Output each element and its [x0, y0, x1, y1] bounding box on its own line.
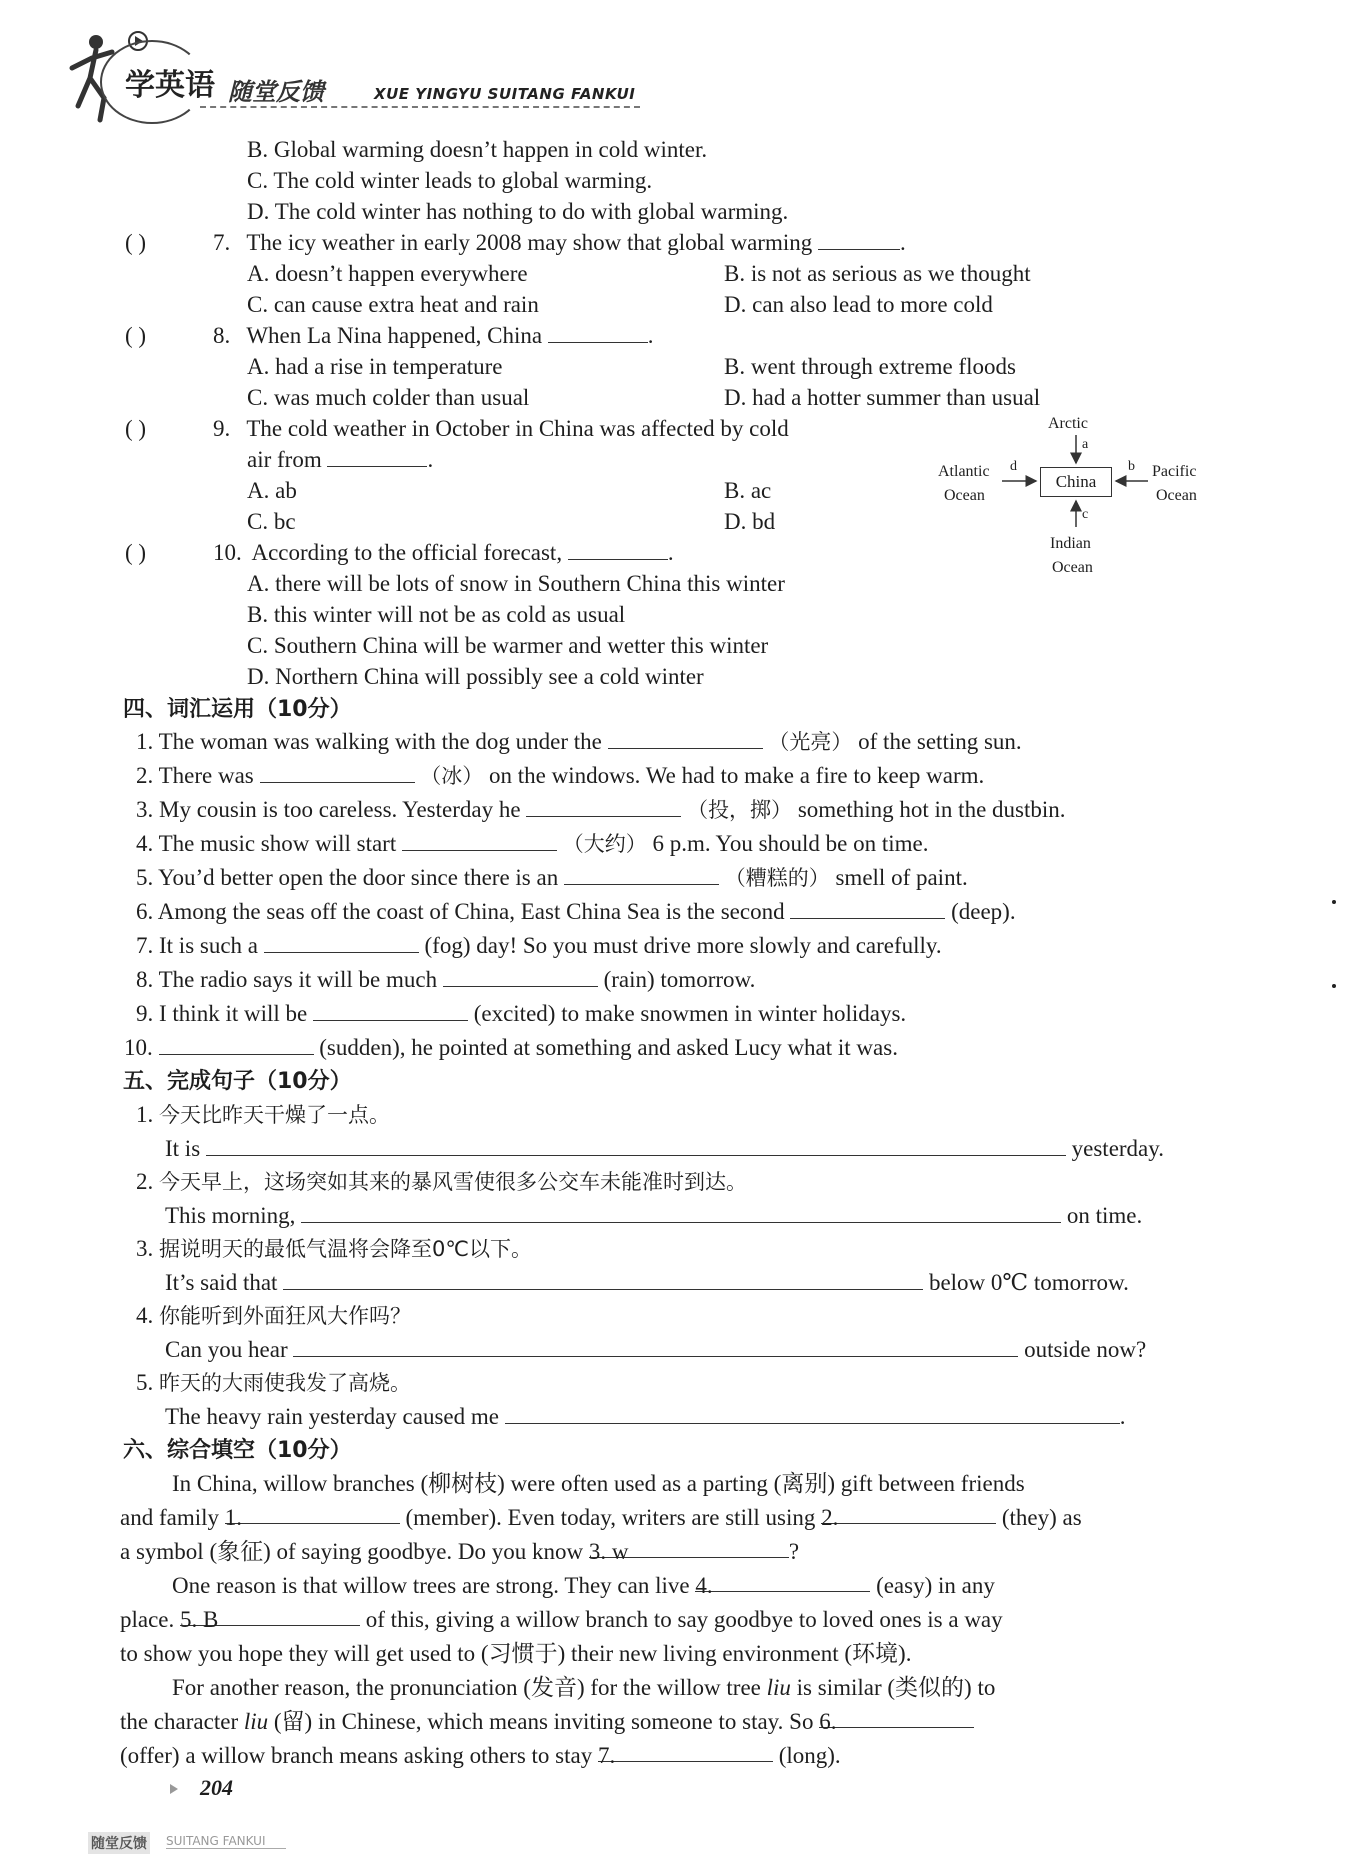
question-number: 10.	[213, 540, 242, 565]
cloze-text: is similar (类似的) to	[796, 1675, 996, 1700]
item-hint: (excited)	[473, 1001, 556, 1026]
china-box: China	[1040, 467, 1112, 497]
label-atlantic: Atlantic	[938, 463, 990, 480]
cloze-text: (easy) in any	[876, 1573, 995, 1598]
item-text: The radio says it will be much	[158, 967, 438, 992]
cloze-line	[120, 1639, 911, 1669]
question-stem: The cold weather in October in China was affected by cold	[246, 416, 789, 441]
stem-end: .	[647, 323, 654, 348]
cloze-italic: liu	[766, 1675, 791, 1700]
label-atlantic-ocean: Ocean	[944, 487, 985, 504]
item-hint: （投，掷）	[687, 798, 793, 822]
margin-dot	[1332, 984, 1336, 988]
cloze-text: In China, willow branches (柳树枝) were often used as a parting (离别) gift between friends	[172, 1471, 1025, 1496]
sentence-prompt	[136, 1234, 532, 1264]
answer-blank[interactable]	[206, 1135, 1066, 1156]
cloze-text: the character	[120, 1709, 239, 1734]
vocab-item	[136, 999, 906, 1029]
item-text: Among the seas off the coast of China, East China Sea is the second	[157, 899, 785, 924]
label-arctic: Arctic	[1048, 415, 1088, 432]
item-number: 8.	[136, 967, 154, 992]
item-number: 1.	[136, 1102, 154, 1127]
item-number: 3.	[136, 1236, 154, 1261]
header-title-en: XUE YINGYU SUITANG FANKUI	[374, 85, 636, 103]
option-a: A. doesn’t happen everywhere	[247, 261, 528, 286]
item-text: You’d better open the door since there is an	[158, 865, 559, 890]
letter-c: c	[1082, 507, 1089, 522]
item-hint: (sudden),	[319, 1035, 406, 1060]
q6-option-d: D. The cold winter has nothing to do with global warming.	[247, 199, 789, 224]
answer-blank[interactable]	[260, 762, 415, 783]
sentence-end: .	[1119, 1404, 1126, 1429]
item-hint: (deep).	[951, 899, 1016, 924]
cloze-italic: liu	[243, 1709, 269, 1734]
item-text-after: on the windows. We had to make a fire to keep warm.	[489, 763, 985, 788]
item-number: 4.	[136, 1303, 154, 1328]
option-c: C. was much colder than usual	[247, 385, 530, 410]
sentence-end: yesterday.	[1071, 1136, 1165, 1161]
option-c: C. Southern China will be warmer and wetter this winter	[247, 633, 769, 658]
blank-number: 1.	[224, 1505, 242, 1530]
option-b: B. went through extreme floods	[724, 354, 1016, 379]
cloze-text: (offer) a willow branch means asking others to stay	[120, 1743, 593, 1768]
blank-number: 2.	[821, 1505, 839, 1530]
item-text: My cousin is too careless. Yesterday he	[159, 797, 521, 822]
letter-a: a	[1082, 437, 1089, 452]
item-number: 7.	[136, 933, 154, 958]
cloze-text: and family	[120, 1505, 219, 1530]
sentence-answer-line	[165, 1268, 1129, 1298]
stem-end: .	[667, 540, 674, 565]
answer-blank[interactable]	[293, 1336, 1018, 1357]
sentence-prompt	[136, 1167, 747, 1197]
option-b: B. this winter will not be as cold as usual	[247, 602, 626, 627]
vocab-item	[136, 897, 1016, 927]
chinese-sentence: 今天早上，这场突如其来的暴风雪使很多公交车未能准时到达。	[159, 1170, 747, 1194]
vocab-item	[136, 795, 1066, 825]
sentence-prompt	[136, 1301, 411, 1331]
answer-bracket[interactable]: ( )	[125, 540, 147, 565]
header-dashed-rule	[200, 106, 640, 108]
label-pacific-ocean: Ocean	[1156, 487, 1197, 504]
header-subtitle-cn: 随堂反馈	[228, 78, 324, 106]
cloze-line	[120, 1741, 841, 1771]
sentence-start: It’s said that	[165, 1270, 278, 1295]
cloze-text: (留) in Chinese, which means inviting someone to stay. So	[273, 1709, 814, 1734]
item-number: 1.	[136, 729, 154, 754]
answer-blank[interactable]	[313, 1000, 468, 1021]
label-indian-ocean: Ocean	[1052, 559, 1093, 576]
item-number: 2.	[136, 1169, 154, 1194]
answer-bracket[interactable]: ( )	[125, 416, 147, 441]
blank-number: 6.	[819, 1709, 837, 1734]
ocean-currents-diagram	[930, 415, 1230, 590]
sentence-start: The heavy rain yesterday caused me	[165, 1404, 499, 1429]
sentence-answer-line	[165, 1402, 1125, 1432]
cloze-text: (long).	[778, 1743, 841, 1768]
question-number: 8.	[213, 323, 231, 348]
item-text: The woman was walking with the dog under the	[158, 729, 602, 754]
question-stem: The icy weather in early 2008 may show that global warming	[246, 230, 813, 255]
margin-dot	[1332, 900, 1336, 904]
answer-blank[interactable]	[564, 864, 719, 885]
sentence-answer-line	[165, 1335, 1146, 1365]
cloze-line	[172, 1571, 995, 1601]
item-hint: （大约）	[562, 832, 647, 856]
section-title: 六、综合填空（10分）	[123, 1438, 352, 1463]
header-title-cn: 学英语	[125, 68, 215, 103]
item-text-after: smell of paint.	[835, 865, 968, 890]
cloze-blank-4[interactable]	[695, 1571, 870, 1598]
item-text-after: he pointed at something and asked Lucy what it was.	[411, 1035, 898, 1060]
cloze-text: (member). Even today, writers are still using	[405, 1505, 816, 1530]
answer-blank[interactable]	[526, 796, 681, 817]
item-number: 6.	[136, 899, 154, 924]
answer-bracket[interactable]: ( )	[125, 230, 147, 255]
cloze-blank-2[interactable]	[821, 1503, 996, 1530]
cloze-text: (they) as	[1001, 1505, 1082, 1530]
question-stem-cont: air from	[247, 447, 322, 472]
question-stem: When La Nina happened, China	[246, 323, 543, 348]
answer-blank[interactable]	[608, 728, 763, 749]
chinese-sentence: 昨天的大雨使我发了高烧。	[159, 1371, 411, 1395]
cloze-blank-7[interactable]	[597, 1741, 773, 1768]
option-a: A. there will be lots of snow in Southern China this winter	[247, 571, 785, 596]
answer-blank[interactable]	[301, 1202, 1061, 1223]
blank-number: 4.	[695, 1573, 713, 1598]
section-title: 四、词汇运用（10分）	[123, 697, 352, 722]
cloze-text: One reason is that willow trees are strong. They can live	[172, 1573, 690, 1598]
item-text-after: to make snowmen in winter holidays.	[561, 1001, 907, 1026]
chinese-sentence: 你能听到外面狂风大作吗？	[159, 1304, 411, 1328]
diagram-arrows	[930, 415, 1230, 590]
option-d: D. Northern China will possibly see a cold winter	[247, 664, 704, 689]
item-hint: （糟糕的）	[724, 866, 830, 890]
sentence-end: outside now?	[1024, 1337, 1147, 1362]
sentence-prompt	[136, 1100, 390, 1130]
item-hint: （光亮）	[768, 730, 853, 754]
label-indian: Indian	[1050, 535, 1091, 552]
answer-blank[interactable]	[443, 966, 598, 987]
letter-b: b	[1128, 459, 1135, 474]
item-number: 10.	[124, 1035, 153, 1060]
cloze-line	[120, 1537, 799, 1567]
item-text-after: 6 p.m. You should be on time.	[652, 831, 929, 856]
vocab-item	[136, 761, 984, 791]
sentence-prompt	[136, 1368, 411, 1398]
blank-number: 7.	[597, 1743, 616, 1768]
item-text: I think it will be	[159, 1001, 308, 1026]
option-b: B. ac	[724, 478, 772, 503]
triangle-icon	[168, 1783, 180, 1795]
option-d: D. had a hotter summer than usual	[724, 385, 1041, 410]
answer-blank[interactable]	[568, 539, 668, 560]
item-number: 4.	[136, 831, 154, 856]
cloze-line	[120, 1503, 1082, 1533]
answer-blank[interactable]	[505, 1403, 1120, 1424]
item-text: It is such a	[159, 933, 259, 958]
question-number: 7.	[213, 230, 231, 255]
vocab-item	[136, 863, 968, 893]
option-c: C. bc	[247, 509, 296, 534]
cloze-line	[120, 1707, 974, 1737]
answer-blank[interactable]	[264, 932, 419, 953]
sentence-end: below 0℃ tomorrow.	[928, 1270, 1129, 1295]
sentence-answer-line	[165, 1134, 1210, 1164]
cloze-text: to show you hope they will get used to (习惯于) their new living environment (环境).	[120, 1641, 912, 1666]
blank-number: 3. w	[588, 1539, 629, 1564]
item-number: 3.	[136, 797, 154, 822]
cloze-line	[172, 1469, 1025, 1499]
answer-blank[interactable]	[159, 1034, 314, 1055]
option-c: C. can cause extra heat and rain	[247, 292, 539, 317]
item-text-after: something hot in the dustbin.	[797, 797, 1066, 822]
cloze-text: place.	[120, 1607, 175, 1632]
sentence-start: This morning,	[165, 1203, 296, 1228]
vocab-item	[136, 931, 942, 961]
item-text: The music show will start	[158, 831, 397, 856]
blank-number: 5. B	[180, 1607, 219, 1632]
answer-blank[interactable]	[283, 1269, 923, 1290]
chinese-sentence: 据说明天的最低气温将会降至0℃以下。	[159, 1237, 532, 1261]
cloze-text: a symbol (象征) of saying goodbye. Do you know	[120, 1539, 584, 1564]
vocab-item	[136, 829, 929, 859]
footer-label-en: SUITANG FANKUI	[166, 1834, 286, 1849]
item-hint: (fog)	[424, 933, 471, 958]
option-d: D. can also lead to more cold	[724, 292, 993, 317]
item-text-after: of the setting sun.	[858, 729, 1022, 754]
cloze-text: ?	[788, 1539, 800, 1564]
item-number: 5.	[136, 865, 154, 890]
cloze-text: of this, giving a willow branch to say goodbye to loved ones is a way	[365, 1607, 1003, 1632]
answer-blank[interactable]	[548, 322, 648, 343]
label-pacific: Pacific	[1152, 463, 1197, 480]
cloze-text: For another reason, the pronunciation (发音) for the willow tree	[172, 1675, 761, 1700]
letter-d: d	[1010, 459, 1017, 474]
answer-blank[interactable]	[327, 446, 427, 467]
item-hint: （冰）	[420, 764, 484, 788]
footer-label-cn: 随堂反馈	[88, 1832, 150, 1854]
item-number: 5.	[136, 1370, 154, 1395]
vocab-item	[136, 965, 755, 995]
chinese-sentence: 今天比昨天干燥了一点。	[159, 1103, 390, 1127]
question-number: 9.	[213, 416, 231, 441]
sentence-start: Can you hear	[165, 1337, 288, 1362]
q6-option-c: C. The cold winter leads to global warming.	[247, 168, 653, 193]
cloze-blank-3[interactable]	[588, 1537, 789, 1564]
question-stem: According to the official forecast,	[251, 540, 563, 565]
stem-end: .	[900, 230, 906, 255]
section-title: 五、完成句子（10分）	[123, 1069, 352, 1094]
cloze-blank-1[interactable]	[224, 1503, 400, 1530]
sentence-start: It is	[165, 1136, 201, 1161]
option-b: B. is not as serious as we thought	[724, 261, 1031, 286]
option-d: D. bd	[724, 509, 776, 534]
item-number: 2.	[136, 763, 154, 788]
cloze-blank-5[interactable]	[180, 1605, 360, 1632]
item-text-after: day! So you must drive more slowly and carefully.	[476, 933, 942, 958]
answer-bracket[interactable]: ( )	[125, 323, 147, 348]
page-number: 204	[200, 1775, 233, 1800]
answer-blank[interactable]	[790, 898, 945, 919]
item-hint: (rain)	[603, 967, 655, 992]
sentence-end: on time.	[1066, 1203, 1143, 1228]
vocab-item	[136, 727, 1022, 757]
answer-blank[interactable]	[818, 229, 900, 250]
cloze-blank-6[interactable]	[819, 1707, 974, 1734]
cloze-line	[120, 1605, 1003, 1635]
cloze-line	[172, 1673, 995, 1703]
answer-blank[interactable]	[402, 830, 557, 851]
item-text-after: tomorrow.	[660, 967, 756, 992]
stem-end: .	[427, 447, 434, 472]
sentence-answer-line	[165, 1201, 1142, 1231]
option-a: A. had a rise in temperature	[247, 354, 503, 379]
vocab-item	[124, 1033, 898, 1063]
option-a: A. ab	[247, 478, 297, 503]
q6-option-b: B. Global warming doesn’t happen in cold winter.	[247, 137, 708, 162]
item-text: There was	[158, 763, 254, 788]
item-number: 9.	[136, 1001, 154, 1026]
